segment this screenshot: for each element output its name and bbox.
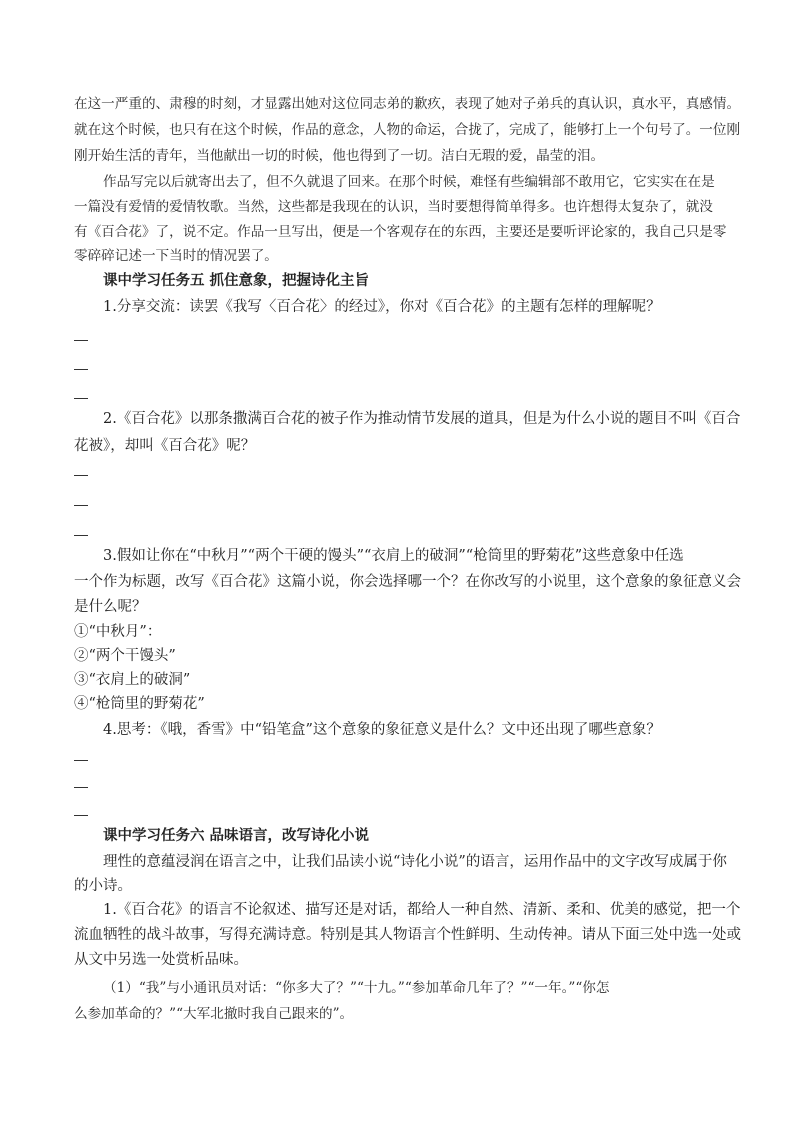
reading-line-1: 在这一严重的、肃穆的时刻，才显露出她对这位同志弟的歉疚，表现了她对子弟兵的真认识，真水平，真感情。 xyxy=(74,96,741,112)
task5-question-2-line-1: 2.《百合花》以那条撒满百合花的被子作为推动情节发展的道具，但是为什么小说的题目不叫《百合 xyxy=(103,411,741,427)
answer-blank xyxy=(74,369,88,370)
option-item: ④“枪筒里的野菊花” xyxy=(74,696,205,712)
task6-item-1-line-2: 么参加革命的？”“大军北撤时我自己跟来的”。 xyxy=(74,1006,354,1022)
option-item: ②“两个干馒头” xyxy=(74,648,176,664)
task5-question-3-line-1: 3.假如让你在“中秋月”“两个干硬的馒头”“衣肩上的破洞”“枪筒里的野菊花”这些意象中任选 xyxy=(103,548,684,564)
task5-heading: 课中学习任务五 抓住意象，把握诗化主旨 xyxy=(103,273,370,289)
reading-line-5: 一篇没有爱情的爱情牧歌。当然，这些都是我现在的认识，当时要想得简单得多。也许想得太复杂了，就没 xyxy=(74,199,713,215)
task5-question-2-line-2: 花被》，却叫《百合花》呢？ xyxy=(74,438,256,454)
reading-line-7: 零碎碎记述一下当时的情况罢了。 xyxy=(74,248,278,264)
task5-question-3-line-3: 是什么呢？ xyxy=(74,599,147,615)
answer-blank xyxy=(74,505,88,506)
task6-question-1-line-2: 流血牺牲的战斗故事，写得充满诗意。特别是其人物语言个性鲜明、生动传神。请从下面三处中选一处或 xyxy=(74,927,741,943)
task6-heading: 课中学习任务六 品味语言，改写诗化小说 xyxy=(103,828,370,844)
reading-line-2: 就在这个时候，也只有在这个时候，作品的意念，人物的命运，合拢了，完成了，能够打上一个句号了。一位刚 xyxy=(74,122,741,138)
reading-line-4: 作品写完以后就寄出去了，但不久就退了回来。在那个时候，难怪有些编辑部不敢用它，它实实在在是 xyxy=(103,174,715,190)
task6-intro-line-1: 理性的意蕴浸润在语言之中，让我们品读小说“诗化小说”的语言，运用作品中的文字改写成属于你 xyxy=(103,854,727,870)
reading-line-3: 刚开始生活的青年，当他献出一切的时候，他也得到了一切。洁白无瑕的爱，晶莹的泪。 xyxy=(74,148,605,164)
task5-question-1: 1.分享交流：读罢《我写〈百合花〉的经过》，你对《百合花》的主题有怎样的理解呢？ xyxy=(103,299,661,315)
task6-item-1-line-1: （1）“我”与小通讯员对话：“你多大了？”“十九。”“参加革命几年了？”“一年。”“你怎 xyxy=(103,980,610,996)
task6-intro-line-2: 的小诗。 xyxy=(74,878,132,894)
answer-blank xyxy=(74,787,88,788)
answer-blank xyxy=(74,535,88,536)
option-item: ③“衣肩上的破洞” xyxy=(74,672,191,688)
answer-blank xyxy=(74,340,88,341)
answer-blank xyxy=(74,398,88,399)
answer-blank xyxy=(74,475,88,476)
task5-question-4: 4.思考：《哦，香雪》中“铅笔盒”这个意象的象征意义是什么？文中还出现了哪些意象？ xyxy=(103,722,661,738)
option-item: ①“中秋月”： xyxy=(74,624,162,640)
task5-question-3-line-2: 一个作为标题，改写《百合花》这篇小说，你会选择哪一个？在你改写的小说里，这个意象的象征意义会 xyxy=(74,574,741,590)
answer-blank xyxy=(74,760,88,761)
task6-question-1-line-3: 从文中另选一处赏析品味。 xyxy=(74,952,248,968)
answer-blank xyxy=(74,815,88,816)
task6-question-1-line-1: 1.《百合花》的语言不论叙述、描写还是对话，都给人一种自然、清新、柔和、优美的感觉，把一个 xyxy=(103,902,741,918)
reading-line-6: 有《百合花》了，说不定。作品一旦写出，便是一个客观存在的东西，主要还是要听评论家的，我自己只是零 xyxy=(74,224,727,240)
